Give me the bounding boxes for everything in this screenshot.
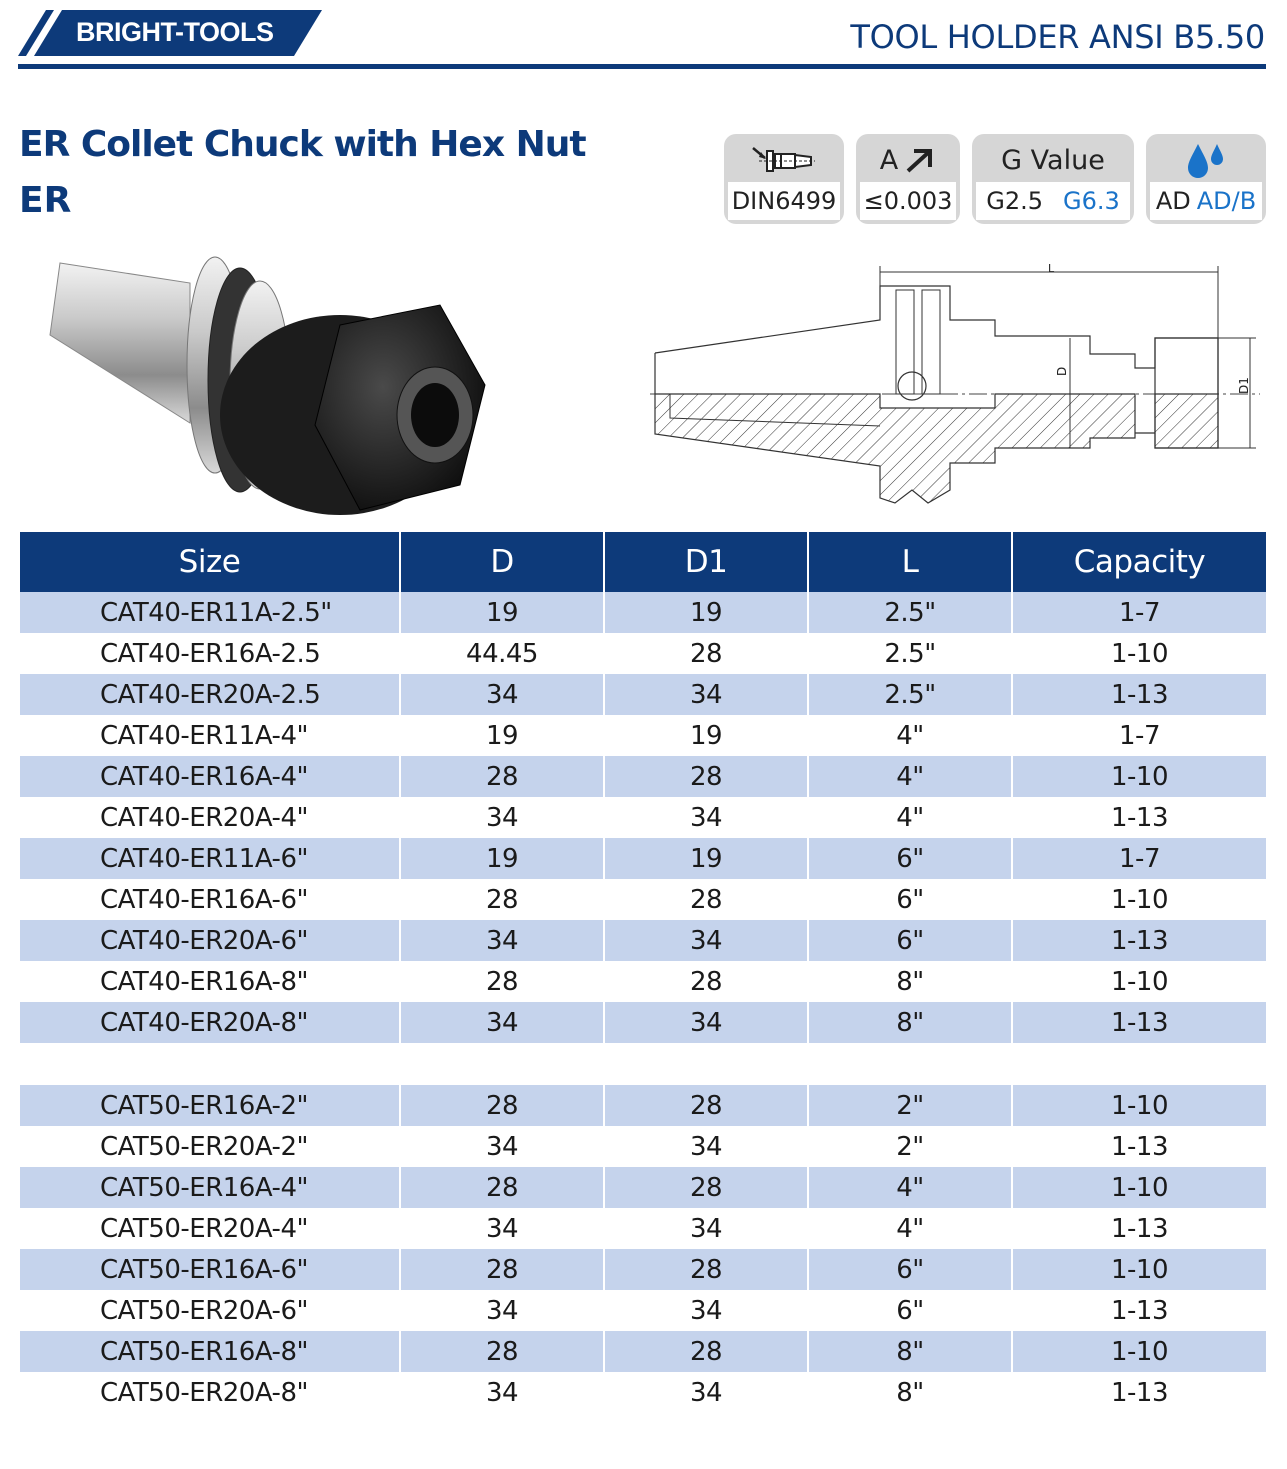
header-l: L [808, 532, 1012, 592]
coolant-drops-icon [1146, 140, 1266, 180]
cell-d1: 34 [604, 674, 808, 715]
cell-d: 28 [400, 879, 604, 920]
cell-d: 34 [400, 674, 604, 715]
g-value-badge [972, 134, 1134, 224]
cell-d1: 28 [604, 633, 808, 674]
document-title: TOOL HOLDER ANSI B5.50 [850, 18, 1265, 56]
group-spacer [20, 1043, 1266, 1085]
header-size: Size [20, 532, 400, 592]
cell-d: 19 [400, 715, 604, 756]
cell-l: 4" [808, 797, 1012, 838]
cell-d1: 34 [604, 1372, 808, 1413]
cell-size: CAT40-ER20A-8" [20, 1002, 400, 1043]
cell-size: CAT50-ER20A-8" [100, 1377, 308, 1408]
cell-d1: 28 [604, 1249, 808, 1290]
table-row [20, 1167, 1266, 1208]
dim-label-d1: D1 [1237, 377, 1251, 394]
cell-capacity: 1-10 [1012, 1331, 1266, 1372]
cell-l: 6" [808, 879, 1012, 920]
cell-d: 34 [400, 1002, 604, 1043]
cell-d1: 19 [604, 592, 808, 633]
brand-logo [18, 10, 322, 56]
table-header-row [20, 532, 1266, 592]
table-row [20, 879, 1266, 920]
cell-size: CAT50-ER16A-6" [20, 1249, 400, 1290]
table-row [20, 756, 1266, 797]
accuracy-label: A [879, 144, 899, 176]
coolant-adb: AD/B [1196, 187, 1257, 215]
cell-capacity: 1-13 [1012, 1126, 1266, 1167]
cell-d1: 28 [604, 1085, 808, 1126]
dim-label-d: D [1055, 366, 1069, 376]
cell-capacity: 1-7 [1012, 838, 1266, 879]
cell-d1: 19 [604, 715, 808, 756]
cell-d: 44.45 [400, 633, 604, 674]
table-row [20, 1085, 1266, 1126]
coolant-ad: AD [1155, 187, 1191, 215]
cell-d: 19 [400, 592, 604, 633]
brand-name: BRIGHT-TOOLS [76, 17, 274, 47]
cell-size: CAT50-ER20A-4" [100, 1213, 308, 1244]
cell-d1: 34 [604, 1126, 808, 1167]
cell-l: 4" [808, 1208, 1012, 1249]
cell-l: 8" [808, 1331, 1012, 1372]
coolant-badge [1146, 134, 1266, 224]
cell-l: 8" [808, 1002, 1012, 1043]
balance-standard: DIN6499 [728, 182, 840, 220]
cell-d: 28 [400, 961, 604, 1002]
balance-badge [724, 134, 844, 224]
cell-l: 2.5" [808, 592, 1012, 633]
cell-capacity: 1-13 [1012, 920, 1266, 961]
cell-size: CAT40-ER16A-8" [100, 966, 308, 997]
table-row [20, 1372, 1266, 1413]
cell-l: 2" [808, 1085, 1012, 1126]
cell-capacity: 1-10 [1012, 1249, 1266, 1290]
table-body [20, 592, 1266, 1413]
header-capacity: Capacity [1012, 532, 1266, 592]
cell-capacity: 1-13 [1012, 1208, 1266, 1249]
table-row [20, 797, 1266, 838]
cell-d: 19 [400, 838, 604, 879]
cell-l: 4" [808, 756, 1012, 797]
cell-capacity: 1-7 [1012, 715, 1266, 756]
cell-size: CAT50-ER20A-2" [100, 1131, 308, 1162]
table-row [20, 920, 1266, 961]
cell-capacity: 1-13 [1012, 1372, 1266, 1413]
cell-capacity: 1-10 [1012, 961, 1266, 1002]
cell-d1: 28 [604, 879, 808, 920]
table-row [20, 633, 1266, 674]
cell-d: 34 [400, 797, 604, 838]
cell-capacity: 1-7 [1012, 592, 1266, 633]
cell-l: 4" [808, 715, 1012, 756]
technical-drawing [650, 258, 1260, 508]
cell-l: 8" [808, 1372, 1012, 1413]
table-row [20, 1208, 1266, 1249]
cell-d1: 34 [604, 1290, 808, 1331]
cell-capacity: 1-10 [1012, 879, 1266, 920]
cell-d1: 34 [604, 1002, 808, 1043]
cell-capacity: 1-10 [1012, 633, 1266, 674]
spacer-cell [20, 1043, 1266, 1085]
cell-capacity: 1-10 [1012, 1085, 1266, 1126]
table-row [20, 961, 1266, 1002]
cell-d: 34 [400, 1372, 604, 1413]
cell-size: CAT50-ER16A-2" [20, 1085, 400, 1126]
cell-l: 4" [808, 1167, 1012, 1208]
header-d: D [400, 532, 604, 592]
table-row [20, 1126, 1266, 1167]
cell-d1: 28 [604, 1331, 808, 1372]
cell-size: CAT40-ER11A-6" [20, 838, 400, 879]
table-row [20, 1331, 1266, 1372]
cell-l: 2.5" [808, 633, 1012, 674]
cell-size: CAT40-ER16A-2.5 [100, 638, 321, 669]
cell-d: 28 [400, 1167, 604, 1208]
cell-l: 6" [808, 838, 1012, 879]
g-value-b: G6.3 [1063, 187, 1120, 215]
cell-capacity: 1-13 [1012, 797, 1266, 838]
cell-d1: 28 [604, 1167, 808, 1208]
cell-l: 6" [808, 1249, 1012, 1290]
cell-d: 28 [400, 1249, 604, 1290]
cell-size: CAT40-ER11A-4" [100, 720, 308, 751]
cell-capacity: 1-13 [1012, 1002, 1266, 1043]
cell-d: 28 [400, 756, 604, 797]
cell-d1: 34 [604, 920, 808, 961]
runout-value: ≤0.003 [860, 182, 956, 220]
cell-d: 28 [400, 1085, 604, 1126]
cell-d1: 28 [604, 961, 808, 1002]
cell-size: CAT40-ER16A-4" [20, 756, 400, 797]
cell-l: 6" [808, 1290, 1012, 1331]
cell-d1: 34 [604, 1208, 808, 1249]
header-rule [18, 64, 1266, 69]
dim-label-l: L [1048, 262, 1055, 275]
cell-d: 34 [400, 1290, 604, 1331]
cell-capacity: 1-10 [1012, 1167, 1266, 1208]
table-row [20, 592, 1266, 633]
cell-capacity: 1-13 [1012, 674, 1266, 715]
product-title: ER Collet Chuck with Hex Nut [19, 124, 586, 165]
cell-d: 34 [400, 920, 604, 961]
table-row [20, 1290, 1266, 1331]
cell-capacity: 1-13 [1012, 1290, 1266, 1331]
table-row [20, 674, 1266, 715]
cell-size: CAT50-ER16A-8" [20, 1331, 400, 1372]
g-value-label: G Value [1001, 144, 1105, 176]
cell-d1: 19 [604, 838, 808, 879]
cell-d1: 34 [604, 797, 808, 838]
cell-d: 28 [400, 1331, 604, 1372]
balance-tool-icon [724, 140, 844, 180]
cell-size: CAT40-ER20A-4" [100, 802, 308, 833]
cell-d: 34 [400, 1208, 604, 1249]
cell-d: 34 [400, 1126, 604, 1167]
cell-size: CAT50-ER16A-4" [20, 1167, 400, 1208]
cell-l: 6" [808, 920, 1012, 961]
table-row [20, 1249, 1266, 1290]
table-row [20, 838, 1266, 879]
table-row [20, 1002, 1266, 1043]
product-photo [40, 245, 500, 525]
table-row [20, 715, 1266, 756]
cell-size: CAT40-ER11A-2.5" [20, 592, 400, 633]
cell-size: CAT40-ER20A-6" [20, 920, 400, 961]
cell-capacity: 1-10 [1012, 756, 1266, 797]
cell-l: 2.5" [808, 674, 1012, 715]
spec-table [20, 532, 1266, 1413]
arrow-up-right-icon [902, 145, 936, 175]
cell-size: CAT40-ER20A-2.5 [20, 674, 400, 715]
product-subtitle: ER [19, 180, 72, 221]
cell-d1: 28 [604, 756, 808, 797]
cell-l: 8" [808, 961, 1012, 1002]
g-value-a: G2.5 [986, 187, 1043, 215]
accuracy-badge [856, 134, 960, 224]
header-d1: D1 [604, 532, 808, 592]
cell-size: CAT50-ER20A-6" [100, 1295, 308, 1326]
cell-size: CAT40-ER16A-6" [100, 884, 308, 915]
cell-l: 2" [808, 1126, 1012, 1167]
